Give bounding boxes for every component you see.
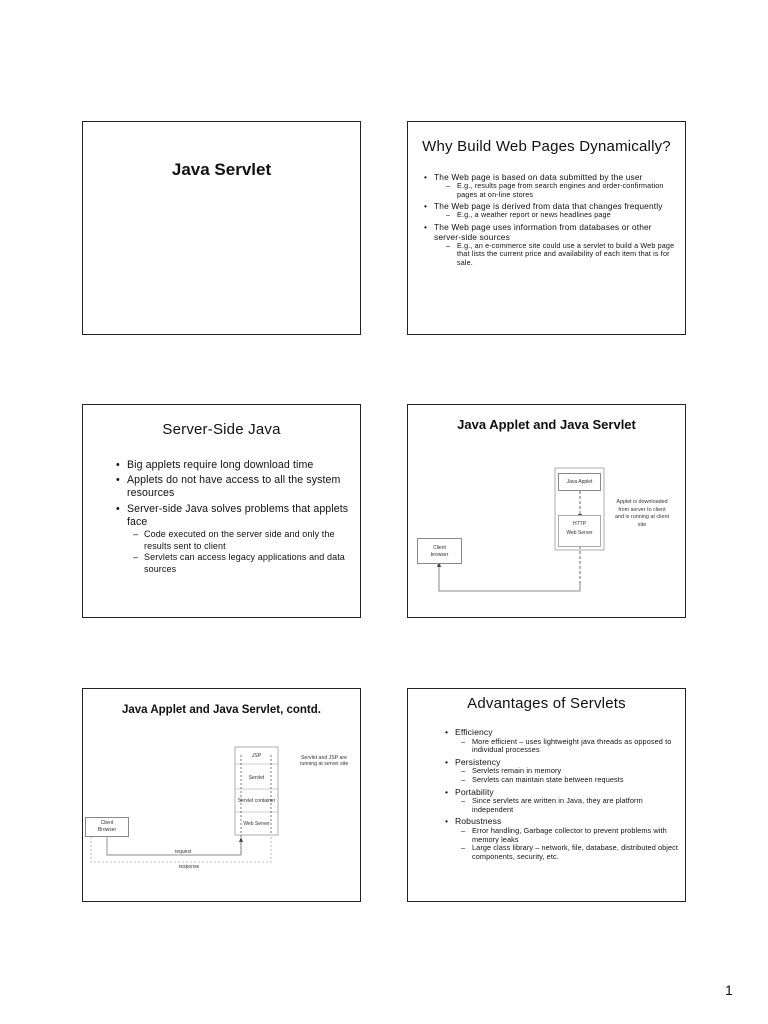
- bullet-item: [445, 787, 680, 815]
- bullet-item: [445, 727, 680, 755]
- bullet-item: [424, 172, 676, 199]
- sub-bullet-item: [459, 844, 680, 861]
- sub-bullet-item: [444, 182, 676, 199]
- server-note: Servlet and JSP are running at server site: [299, 755, 349, 768]
- bullet-text: Big applets require long download time: [127, 459, 314, 471]
- bullet-list: [116, 459, 352, 577]
- sub-bullet-item: [459, 827, 680, 844]
- diagram-lines: [83, 689, 360, 901]
- browser-label: browser: [430, 552, 449, 558]
- sub-bullet-text: Servlets can maintain state between requests: [472, 774, 624, 784]
- web-server-label: Web Server: [566, 530, 593, 536]
- slide-java-servlet: [82, 121, 361, 335]
- slide-title: Advantages of Servlets: [467, 695, 626, 712]
- web-server-label: Web Server: [243, 821, 270, 827]
- slide-title: Server-Side Java: [162, 421, 281, 438]
- slide-title: Java Applet and Java Servlet, contd.: [122, 704, 321, 716]
- slide-server-side-java: [82, 404, 361, 618]
- bullet-text: Robustness: [455, 816, 502, 827]
- sub-bullet-item: [459, 738, 680, 755]
- sub-bullet-text: Servlets remain in memory: [472, 766, 562, 776]
- bullet-item: [116, 474, 352, 500]
- java-applet-label: Java Applet: [566, 479, 593, 485]
- bullet-text: Portability: [455, 786, 494, 797]
- sub-bullet-text: Since servlets are written in Java, they are platform independent: [472, 796, 643, 814]
- bullet-text: Applets do not have access to all the system resources: [127, 474, 341, 500]
- servlet-container-label: Servlet container: [237, 798, 276, 804]
- applet-note: Applet is downloaded from server to client and is running at client site: [615, 499, 669, 528]
- sub-bullet-item: [444, 242, 676, 267]
- slide-title: Java Servlet: [171, 160, 272, 179]
- connection-path: [439, 565, 580, 591]
- bullet-text: The Web page is derived from data that changes frequently: [434, 201, 663, 212]
- browser-label: Browser: [97, 827, 117, 833]
- bullet-item: [116, 503, 352, 575]
- bullet-text: Efficiency: [455, 727, 493, 737]
- client-label: Client: [100, 820, 114, 826]
- bullet-list: [445, 727, 680, 863]
- slide-title: Why Build Web Pages Dynamically?: [422, 138, 671, 155]
- client-box: [417, 538, 462, 564]
- sub-bullet-text: E.g., a weather report or news headlines page: [457, 210, 611, 220]
- sub-bullet-item: [459, 797, 680, 814]
- bullet-list: [424, 172, 676, 269]
- sub-bullet-text: Servlets can access legacy applications and data sources: [144, 552, 345, 574]
- servlet-diagram: [83, 689, 360, 901]
- applet-diagram: [408, 405, 685, 617]
- slide-title: Java Applet and Java Servlet: [457, 417, 636, 432]
- sub-bullet-text: More efficient – uses lightweight java threads as opposed to individual processes: [472, 736, 672, 755]
- sub-bullet-text: Code executed on the server side and only the results sent to client: [144, 529, 335, 551]
- bullet-item: [116, 459, 352, 472]
- jsp-label: JSP: [251, 753, 262, 759]
- sub-bullet-text: Error handling, Garbage collector to prevent problems with memory leaks: [472, 825, 667, 844]
- slide-applet-and-servlet: [407, 404, 686, 618]
- slide-why-dynamic: [407, 121, 686, 335]
- bullet-text: The Web page uses information from databases or other server-side sources: [434, 221, 652, 242]
- sub-bullet-item: [459, 776, 680, 785]
- sub-bullet-text: Large class library – network, file, database, distributed object components, security, etc.: [472, 843, 679, 861]
- client-label: Client: [433, 545, 446, 551]
- slide-applet-and-servlet-contd: [82, 688, 361, 902]
- slide-advantages-of-servlets: [407, 688, 686, 902]
- page-number: 1: [725, 982, 733, 998]
- sub-bullet-item: [444, 211, 676, 219]
- sub-bullet-text: E.g., an e-commerce site could use a servlet to build a Web page that lists the current price and availability of each item that is for sale.: [457, 241, 675, 267]
- sub-bullet-item: [131, 529, 352, 552]
- sub-bullet-text: E.g., results page from search engines and order-confirmation pages at on-line stores: [457, 181, 664, 199]
- response-label: response: [178, 864, 200, 870]
- bullet-item: [424, 222, 676, 268]
- sub-bullet-item: [131, 552, 352, 575]
- bullet-item: [424, 201, 676, 220]
- bullet-item: [445, 757, 680, 785]
- bullet-item: [445, 816, 680, 861]
- arrow-up-icon: [239, 837, 243, 842]
- bullet-text: Server-side Java solves problems that applets face: [127, 502, 349, 528]
- servlet-label: Servlet: [248, 775, 265, 781]
- bullet-text: Persistency: [455, 756, 501, 767]
- request-label: request: [174, 849, 192, 855]
- bullet-text: The Web page is based on data submitted by the user: [434, 172, 643, 182]
- http-label: HTTP: [572, 521, 587, 527]
